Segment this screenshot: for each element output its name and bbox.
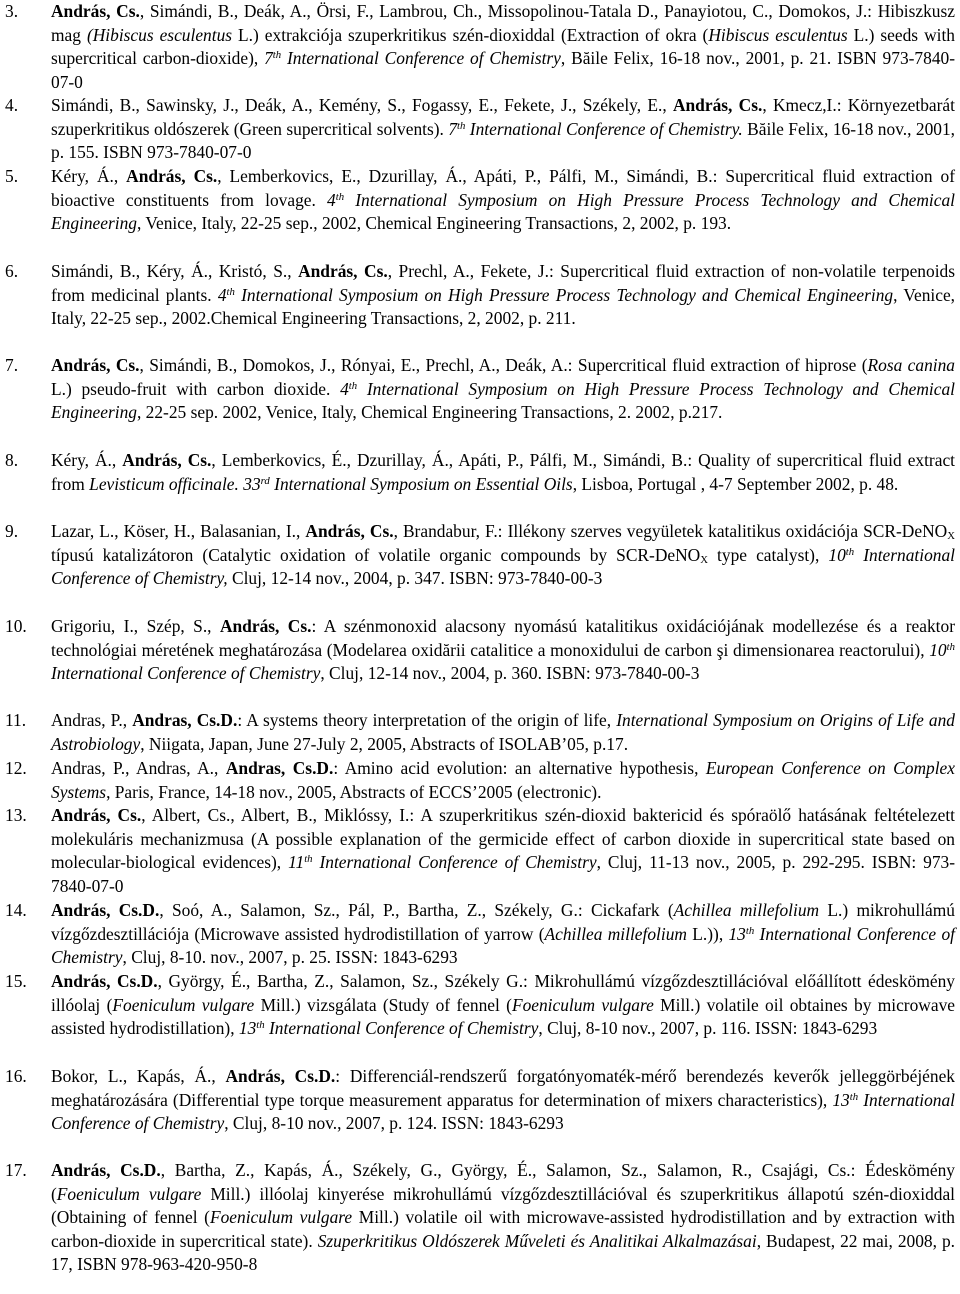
author-highlight: András, Cs. (51, 805, 142, 825)
citation-text: , Paris, France, 14-18 nov., 2005, Abstracts of ECCS’2005 (electronic). (106, 781, 602, 802)
citation-text: L.) mikrohullámú vízgőzdesztillációja (Microwave assisted hydrodistillation of yarrow ( (51, 900, 955, 944)
reference-citation (51, 0, 955, 94)
citation-text: L.) pseudo-fruit with carbon dioxide. (51, 378, 341, 399)
reference-citation (51, 449, 955, 496)
citation-text: , Kmecz,I.: Környezetbarát szuperkritikus oldószerek (Green supercritical solvents). (51, 95, 955, 139)
citation-text: , Albert, Cs., Albert, B., Miklóssy, I.: A szuperkritikus szén-dioxid baktericid és spóraölő hatásának feltételezett molekuláris mechanizmusa (A possible explanation of the germicide effect of carbon dioxide in supercritical state based on molecular-biological evidences), (51, 805, 955, 873)
citation-text: , Niigata, Japan, June 27-July 2, 2005, Abstracts of ISOLAB’05, p.17. (140, 733, 629, 754)
citation-text: , Cluj, 11-13 nov., 2005, p. 292-295. ISBN: 973-7840-07-0 (51, 852, 956, 896)
ordinal-superscript: th (256, 1019, 265, 1032)
italic-title: International Conference of Chemistry (51, 663, 321, 684)
reference-number: 12. (5, 758, 27, 778)
italic-title: Achillea millefolium (544, 923, 687, 944)
reference-citation (51, 804, 955, 898)
citation-text: , Prechl, A., Fekete, J.: Supercritical fluid extraction of non-volatile terpenoids from medicinal plants. (51, 261, 955, 305)
author-highlight: András, Cs. (298, 261, 388, 281)
citation-text: : A szénmonoxid alacsony nyomású katalitikus oxidációjának modellezése és a reaktor technológiai méretének meghatározása (Modelarea oxidării catalitice a monoxidului de carbon şi dimensionarea reactorului), (51, 616, 955, 660)
italic-title: International Conference of Chemistry (264, 1018, 539, 1039)
italic-title: International Conference of Chemistry (281, 48, 561, 69)
citation-text: Bokor, L., Kapás, Á., (51, 1066, 226, 1086)
reference-item (5, 0, 955, 94)
reference-item (5, 165, 955, 236)
author-highlight: András, Cs. (51, 355, 140, 375)
author-highlight: Andras, Cs.D. (225, 758, 334, 778)
ordinal-superscript: th (348, 379, 358, 392)
ordinal-superscript: th (845, 545, 855, 558)
citation-text: , Cluj, 8-10 nov., 2007, p. 124. ISSN: 1843-6293 (224, 1113, 564, 1134)
citation-text: Simándi, B., Sawinsky, J., Deák, A., Kemény, S., Fogassy, E., Fekete, J., Székely, E., (51, 95, 673, 115)
citation-text: , Simándi, B., Deák, A., Örsi, F., Lambrou, Ch., Missopolinou-Tatala D., Panayiotou, C., Domokos, J.: Hibiszkusz mag (51, 1, 955, 45)
reference-number: 11. (5, 710, 27, 730)
ordinal-superscript: th (745, 924, 755, 937)
ordinal-superscript: th (226, 285, 235, 298)
reference-citation (51, 94, 955, 165)
italic-title: 10 (929, 639, 947, 660)
reference-number: 14. (5, 900, 27, 920)
italic-title: 7 (264, 48, 273, 69)
reference-number: 17. (5, 1160, 27, 1180)
reference-item (5, 615, 955, 686)
reference-item (5, 520, 955, 591)
reference-item (5, 970, 955, 1041)
italic-title: Levisticum officinale. (89, 473, 239, 494)
italic-title: 13 (238, 1018, 257, 1039)
citation-text: Grigoriu, I., Szép, S., (51, 616, 220, 636)
citation-text: L.) extrakciója szuperkritikus szén-dioxiddal (Extraction of okra ( (232, 24, 709, 45)
reference-item (5, 1065, 955, 1136)
italic-title: International Symposium on High Pressure Process Technology and Chemical Engineering (51, 189, 956, 234)
reference-item (5, 804, 955, 898)
citation-text: Kéry, Á., (51, 166, 127, 186)
citation-text: , Brandabur, F.: Illékony szerves vegyületek katalitikus oxidációja SCR-DeNO (393, 521, 948, 541)
italic-title: Rosa canina (867, 355, 955, 375)
citation-text: Cluj, 12-14 nov., 2004, p. 347. ISBN: 973-7840-00-3 (227, 568, 603, 589)
italic-title: European Conference on Complex Systems (51, 758, 955, 802)
author-highlight: András, Cs.D. (51, 971, 158, 991)
reference-citation (51, 520, 955, 591)
citation-text: Băile Felix, 16-18 nov., 2001, p. 155. ISBN 973-7840-07-0 (51, 118, 956, 163)
ordinal-superscript: rd (260, 474, 270, 487)
citation-text: : Amino acid evolution: an alternative hypothesis, (333, 758, 706, 778)
reference-number: 15. (5, 971, 27, 991)
reference-number: 5. (5, 166, 19, 186)
reference-item (5, 899, 955, 970)
reference-number: 10. (5, 616, 27, 636)
author-highlight: Andras, Cs.D. (132, 710, 238, 730)
citation-text: , Venice, Italy, 22-25 sep., 2002.Chemical Engineering Transactions, 2, 2002, p. 211. (51, 284, 956, 329)
citation-text: típusú katalizátoron (Catalytic oxidation of volatile organic compounds by SCR-DeNO (51, 544, 701, 565)
citation-text: type catalyst), (708, 544, 829, 565)
author-highlight: András, Cs. (305, 521, 394, 541)
ordinal-superscript: th (335, 190, 345, 203)
reference-item (5, 709, 955, 756)
italic-title: 4 (217, 284, 227, 305)
ordinal-superscript: th (946, 640, 955, 653)
italic-title: 33 (243, 473, 261, 494)
citation-text: , Cluj, 8-10. nov., 2007, p. 25. ISSN: 1843-6293 (122, 947, 458, 968)
citation-text: Mill.) illóolaj kinyerése mikrohullámú vízgőzdesztillációval és szuperkritikus állapotú szén-dioxiddal (Obtaining of fennel ( (51, 1183, 956, 1228)
italic-title: International Symposium on High Pressure Process Technology and Chemical Engineering (51, 378, 955, 423)
reference-number: 9. (5, 521, 19, 541)
reference-item (5, 94, 955, 165)
reference-citation (51, 354, 955, 425)
italic-title: 4 (340, 378, 349, 399)
italic-title: 11 (288, 852, 305, 873)
author-highlight: András, Cs.D. (51, 1160, 161, 1180)
reference-number: 3. (5, 1, 19, 21)
reference-number: 8. (5, 450, 19, 470)
citation-text: , Lisboa, Portugal , 4-7 September 2002, p. 48. (572, 473, 899, 494)
reference-number: 4. (5, 95, 19, 115)
reference-number: 7. (5, 355, 19, 375)
italic-title: (Hibiscus esculentus (86, 24, 233, 45)
reference-item (5, 354, 955, 425)
reference-item (5, 1159, 955, 1277)
italic-title: 4 (327, 189, 336, 210)
citation-text: Andras, P., (51, 710, 133, 730)
citation-text: , Simándi, B., Domokos, J., Rónyai, E., Prechl, A., Deák, A.: Supercritical fluid extraction of hiprose ( (139, 355, 868, 375)
ordinal-superscript: th (272, 49, 282, 62)
italic-title: International Symposium on High Pressure Process Technology and Chemical Engineering (234, 284, 894, 305)
citation-text: Kéry, Á., (51, 450, 123, 470)
italic-title: International Conference of Chemistry, (51, 544, 955, 589)
italic-title: International Conference of Chemistry (51, 1089, 955, 1134)
italic-title: Foeniculum vulgare (56, 1183, 202, 1204)
reference-citation (51, 1065, 955, 1136)
reference-citation (51, 709, 955, 756)
chemical-subscript: X (947, 530, 955, 543)
ordinal-superscript: th (849, 1090, 859, 1103)
citation-text: Andras, P., Andras, A., (51, 758, 226, 778)
author-highlight: András, Cs. (672, 95, 763, 115)
italic-title: International Symposium on Essential Oils (269, 473, 573, 494)
italic-title: International Symposium on Origins of Life and Astrobiology (51, 710, 955, 754)
italic-title: International Conference of Chemistry (51, 923, 955, 968)
citation-text: , Venice, Italy, 22-25 sep., 2002, Chemical Engineering Transactions, 2, 2002, p. 193. (136, 213, 732, 234)
italic-title: Hibiscus esculentus (708, 24, 848, 45)
citation-text: , Cluj, 8-10 nov., 2007, p. 116. ISSN: 1843-6293 (538, 1018, 878, 1039)
citation-text: , 22-25 sep. 2002, Venice, Italy, Chemical Engineering Transactions, 2. 2002, p.217. (136, 402, 723, 423)
reference-number: 6. (5, 261, 19, 281)
reference-item (5, 449, 955, 496)
italic-title: Foeniculum vulgare (209, 1207, 353, 1228)
reference-item (5, 757, 955, 804)
reference-citation (51, 260, 955, 331)
italic-title: International Conference of Chemistry. (465, 118, 743, 139)
reference-number: 16. (5, 1066, 27, 1086)
citation-text: , Băile Felix, 16-18 nov., 2001, p. 21. ISBN 973-7840-07-0 (51, 48, 955, 92)
citation-text: Simándi, B., Kéry, Á., Kristó, S., (51, 261, 299, 281)
reference-citation (51, 757, 955, 804)
italic-title: 10 (828, 544, 846, 565)
author-highlight: András, Cs. (219, 616, 312, 636)
reference-citation (51, 899, 955, 970)
citation-text: Lazar, L., Köser, H., Balasanian, I., (51, 521, 306, 541)
citation-text: , Lemberkovics, É., Dzurillay, Á., Apáti, P., Pálfi, M., Simándi, B.: Quality of supercritical fluid extract from (51, 450, 955, 494)
reference-citation (51, 165, 955, 236)
citation-text: , Budapest, 22 mai, 2008, p. 17, ISBN 978-963-420-950-8 (51, 1230, 956, 1275)
italic-title: 7 (448, 118, 458, 139)
author-highlight: András, Cs.D. (225, 1066, 336, 1086)
citation-text: , Soó, A., Salamon, Sz., Pál, P., Bartha, Z., Székely, G.: Cickafark ( (159, 900, 674, 920)
citation-text: , Lemberkovics, E., Dzurillay, Á., Apáti, P., Pálfi, M., Simándi, B.: Supercritical fluid extraction of bioactive constituents from lovage. (51, 166, 955, 210)
italic-title: International Conference of Chemistry (312, 852, 597, 873)
italic-title: Szuperkritikus Oldószerek Műveleti és Analitikai Alkalmazásai (317, 1230, 757, 1251)
citation-text: : Differenciál-rendszerű forgatónyomaték-mérő berendezés keverők jelleggörbéjének meghatározására (Differential type torque measurement apparatus for determination of mixers characteristics), (51, 1066, 955, 1110)
citation-text: L.)), (686, 923, 729, 944)
citation-text: , Cluj, 12-14 nov., 2004, p. 360. ISBN: 973-7840-00-3 (320, 663, 700, 684)
ordinal-superscript: th (304, 853, 313, 866)
chemical-subscript: X (700, 553, 708, 566)
citation-text: : A systems theory interpretation of the origin of life, (237, 710, 617, 730)
citation-text: Mill.) vizsgálata (Study of fennel ( (254, 994, 512, 1015)
citation-text: Mill.) volatile oil with microwave-assisted hydrodistillation and by extraction with carbon-dioxide in supercritical state). (51, 1207, 955, 1251)
italic-title: 13 (832, 1089, 850, 1110)
italic-title: 13 (728, 923, 746, 944)
author-highlight: András, Cs. (126, 166, 218, 186)
reference-citation (51, 970, 955, 1041)
author-highlight: András, Cs.D. (51, 900, 160, 920)
italic-title: Foeniculum vulgare (112, 994, 255, 1015)
italic-title: Achillea millefolium (673, 900, 820, 920)
author-highlight: András, Cs. (51, 1, 140, 21)
italic-title: Foeniculum vulgare (511, 994, 654, 1015)
citation-text: L.) seeds with supercritical carbon-dioxide), (51, 24, 955, 69)
citation-text: , György, É., Bartha, Z., Salamon, Sz., Székely G.: Mikrohullámú vízgőzdesztillációval előállított édeskömény illóolaj ( (51, 971, 955, 1015)
reference-citation (51, 1159, 955, 1277)
reference-citation (51, 615, 955, 686)
citation-text: Mill.) volatile oil obtaines by microwave assisted hydrodistillation), (51, 994, 955, 1039)
citation-text: , Bartha, Z., Kapás, Á., Székely, G., György, É., Salamon, Sz., Salamon, R., Csajági, Cs.: Édeskömény ( (51, 1160, 955, 1204)
author-highlight: András, Cs. (122, 450, 212, 470)
reference-number: 13. (5, 805, 27, 825)
reference-item (5, 260, 955, 331)
ordinal-superscript: th (457, 119, 466, 132)
